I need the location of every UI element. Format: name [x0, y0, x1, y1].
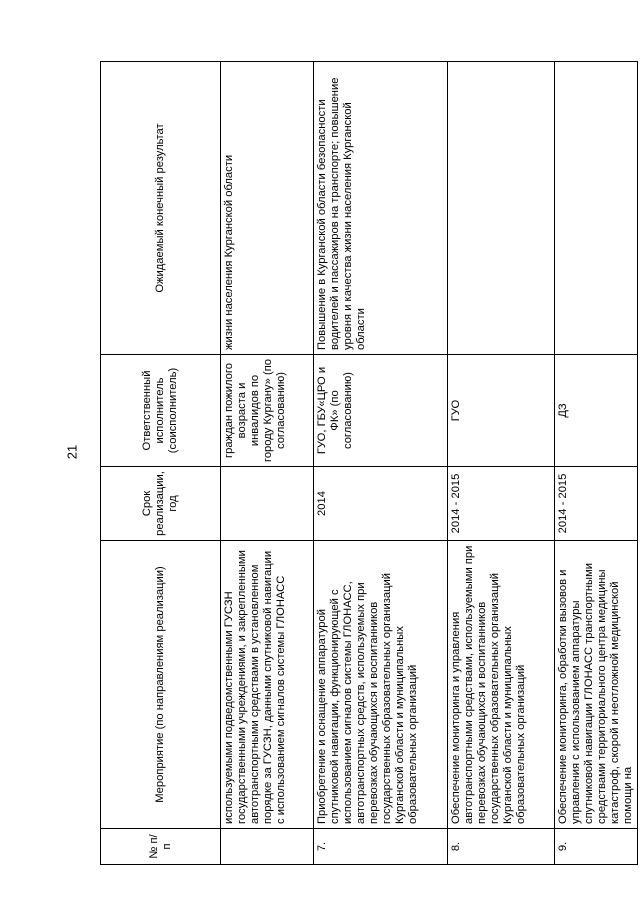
table-row: [555, 62, 638, 865]
table-row: [314, 62, 448, 865]
row-responsible: ГУО, ГБУ«ЦРО и ФК» (по согласованию): [314, 355, 448, 467]
row-responsible: ГУО: [448, 355, 555, 467]
table-row: [221, 62, 314, 865]
row-number: 7.: [314, 829, 448, 865]
table-header-row: [101, 62, 221, 865]
row-activity: используемыми подведомственными ГУСЗН государственными учреждениями, и закрепленными автотранспортными средствами в установленном порядке за ГУСЗН, данными спутниковой навигации с использованием сигналов системы ГЛОНАСС: [221, 541, 314, 829]
row-number: 8.: [448, 829, 555, 865]
row-number: [221, 829, 314, 865]
row-activity: Приобретение и оснащение аппаратурой спутниковой навигации, функционирующей с использованием сигналов системы ГЛОНАСС, автотранспортных средств, используемых при перевозках обучающихся и воспитанников государственных образовательных организаций Курганской области и муниципальных образовательных организаций: [314, 541, 448, 829]
page-number: 21: [64, 444, 80, 460]
row-term: 2014: [314, 467, 448, 541]
row-responsible: ДЗ: [555, 355, 638, 467]
table-row: [448, 62, 555, 865]
rotated-table-frame: [100, 62, 634, 865]
row-number: 9.: [555, 829, 638, 865]
header-result: Ожидаемый конечный результат: [101, 62, 221, 355]
row-activity: Обеспечение мониторинга и управления автотранспортными средствами, используемыми при перевозках обучающихся и воспитанников государственных образовательных организаций Курганской области и муниципальных образовательных организаций: [448, 541, 555, 829]
row-result: [555, 62, 638, 355]
row-result: Повышение в Курганской области безопасности водителей и пассажиров на транспорте; повышение уровня и качества жизни населения Курганской области: [314, 62, 448, 355]
row-result: [448, 62, 555, 355]
row-activity: Обеспечение мониторинга, обработки вызовов и управления с использованием аппаратуры спутниковой навигации ГЛОНАСС транспортными средствами территориального центра медицины катастроф, скорой и неотложной медицинской помощи на: [555, 541, 638, 829]
row-responsible: граждан пожилого возраста и инвалидов по городу Кургану» (по согласованию): [221, 355, 314, 467]
table-container: [100, 62, 634, 865]
activities-table: [100, 61, 638, 865]
header-responsible: Ответственный исполнитель (соисполнитель): [101, 355, 221, 467]
header-term: Срок реализации, год: [101, 467, 221, 541]
header-number: № п/п: [101, 829, 221, 865]
row-term: 2014 - 2015: [448, 467, 555, 541]
row-term: [221, 467, 314, 541]
row-term: 2014 - 2015: [555, 467, 638, 541]
row-result: жизни населения Курганской области: [221, 62, 314, 355]
header-activity: Мероприятие (по направлениям реализации): [101, 541, 221, 829]
